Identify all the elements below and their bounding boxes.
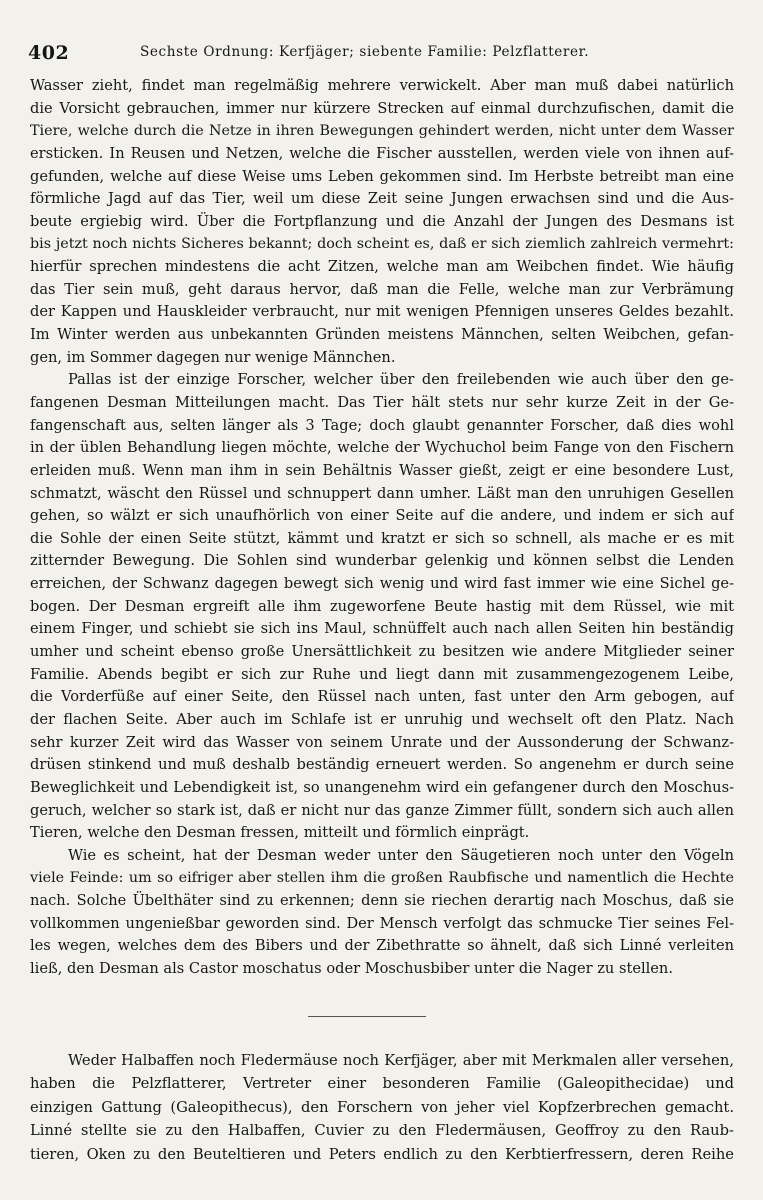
text-line: die Vorsicht gebrauchen, immer nur kürzere Strecken auf einmal durchzufischen, damit die — [30, 99, 734, 117]
text-line: Wie es scheint, hat der Desman weder unter den Säugetieren noch unter den Vögeln — [68, 846, 734, 864]
text-line: tieren, Oken zu den Beuteltieren und Peters endlich zu den Kerbtierfressern, deren Reihe — [30, 1145, 734, 1163]
text-line: umher und scheint ebenso große Unersättlichkeit zu besitzen wie andere Mitglieder seiner — [30, 643, 734, 661]
text-line: gen, im Sommer dagegen nur wenige Männchen. — [30, 348, 396, 366]
text-line: gehen, so wälzt er sich unaufhörlich von einer Seite auf die andere, und indem er sich auf — [30, 507, 734, 525]
text-line: Familie. Abends begibt er sich zur Ruhe und liegt dann mit zusammengezogenem Leibe, — [30, 665, 734, 683]
text-line: vollkommen ungenießbar geworden sind. Der Mensch verfolgt das schmucke Tier seines Fel- — [30, 914, 734, 932]
text-line: fangenen Desman Mitteilungen macht. Das Tier hält stets nur sehr kurze Zeit in der Ge- — [30, 393, 734, 411]
text-line: geruch, welcher so stark ist, daß er nicht nur das ganze Zimmer füllt, sondern sich auch allen — [30, 801, 734, 819]
text-line: förmliche Jagd auf das Tier, weil um diese Zeit seine Jungen erwachsen sind und die Aus- — [30, 190, 734, 208]
text-line: Weder Halbaffen noch Fledermäuse noch Kerfjäger, aber mit Merkmalen aller versehen, — [68, 1052, 734, 1069]
text-line: Im Winter werden aus unbekannten Gründen meistens Männchen, selten Weibchen, gefan- — [30, 326, 734, 344]
text-line: fangenschaft aus, selten länger als 3 Tage; doch glaubt genannter Forscher, daß dies wohl — [30, 416, 734, 434]
text-line: in der üblen Behandlung liegen möchte, welche der Wychuchol beim Fange von den Fischern — [30, 439, 734, 457]
text-line: Pallas ist der einzige Forscher, welcher über den freilebenden wie auch über den ge- — [68, 371, 734, 389]
text-line: einem Finger, und schiebt sie sich ins Maul, schnüffelt auch nach allen Seiten hin beständig — [30, 620, 734, 638]
text-line: Tiere, welche durch die Netze in ihren Bewegungen gehindert werden, nicht unter dem Wasser — [30, 123, 734, 140]
text-line: nach. Solche Übelthäter sind zu erkennen; denn sie riechen derartig nach Moschus, daß sie — [30, 892, 734, 910]
text-line: die Vorderfüße auf einer Seite, den Rüssel nach unten, fast unter den Arm gebogen, auf — [30, 688, 734, 706]
text-line: einzigen Gattung (Galeopithecus), den Forschern von jeher viel Kopfzerbrechen gemacht. — [30, 1098, 734, 1116]
page-number: 402 — [28, 42, 70, 64]
text-line: erreichen, der Schwanz dagegen bewegt sich wenig und wird fast immer wie eine Sichel ge- — [30, 575, 734, 593]
text-line: sehr kurzer Zeit wird das Wasser von seinem Unrate und der Aussonderung der Schwanz- — [30, 733, 734, 751]
text-line: les wegen, welches dem des Bibers und der Zibethratte so ähnelt, daß sich Linné verleiten — [30, 937, 734, 955]
page-header — [28, 42, 735, 66]
family-intro-block — [30, 1049, 734, 1166]
text-line: das Tier sein muß, geht daraus hervor, daß man die Felle, welche man zur Verbrämung — [30, 280, 734, 298]
text-line: bogen. Der Desman ergreift alle ihm zugeworfene Beute hastig mit dem Rüssel, wie mit — [30, 597, 734, 615]
text-line: viele Feinde: um so eifriger aber stellen ihm die großen Raubfische und namentlich die Hechte — [30, 870, 734, 887]
section-separator — [308, 1016, 426, 1017]
text-line: der Kappen und Hauskleider verbraucht, nur mit wenigen Pfennigen unseres Geldes bezahlt. — [30, 303, 734, 321]
text-line: beute ergiebig wird. Über die Fortpflanzung und die Anzahl der Jungen des Desmans ist — [30, 212, 734, 230]
main-text-block — [30, 75, 734, 981]
text-line: erleiden muß. Wenn man ihm in sein Behältnis Wasser gießt, zeigt er eine besondere Lust, — [30, 461, 734, 479]
text-line: Linné stellte sie zu den Halbaffen, Cuvier zu den Fledermäusen, Geoffroy zu den Raub- — [30, 1122, 734, 1140]
text-line: Wasser zieht, findet man regelmäßig mehrere verwickelt. Aber man muß dabei natürlich — [30, 77, 734, 94]
text-line: schmatzt, wäscht den Rüssel und schnuppert dann umher. Läßt man den unruhigen Gesellen — [30, 484, 734, 502]
text-line: hierfür sprechen mindestens die acht Zitzen, welche man am Weibchen findet. Wie häufig — [30, 258, 734, 276]
text-line: der flachen Seite. Aber auch im Schlafe ist er unruhig und wechselt oft den Platz. Nach — [30, 710, 734, 728]
text-line: zitternder Bewegung. Die Sohlen sind wunderbar gelenkig und können selbst die Lenden — [30, 552, 734, 570]
text-line: bis jetzt noch nichts Sicheres bekannt; doch scheint es, daß er sich ziemlich zahlreich vermehrt: — [30, 236, 734, 253]
text-line: drüsen stinkend und muß deshalb beständig erneuert werden. So angenehm er durch seine — [30, 756, 734, 774]
text-line: gefunden, welche auf diese Weise ums Leben gekommen sind. Im Herbste betreibt man eine — [30, 167, 734, 185]
text-line: Beweglichkeit und Lebendigkeit ist, so unangenehm wird ein gefangener durch den Moschus- — [30, 778, 734, 796]
text-line: ersticken. In Reusen und Netzen, welche die Fischer ausstellen, werden viele von ihnen auf- — [30, 144, 734, 162]
text-line: die Sohle der einen Seite stützt, kämmt und kratzt er sich so schnell, als mache er es mit — [30, 529, 734, 547]
text-line: haben die Pelzflatterer, Vertreter einer besonderen Familie (Galeopithecidae) und — [30, 1075, 734, 1093]
running-head: Sechste Ordnung: Kerfjäger; siebente Familie: Pelzflatterer. — [140, 44, 590, 60]
text-line: Tieren, welche den Desman fressen, mitteilt und förmlich einprägt. — [30, 824, 530, 842]
text-line: ließ, den Desman als Castor moschatus oder Moschusbiber unter die Nager zu stellen. — [30, 959, 673, 977]
